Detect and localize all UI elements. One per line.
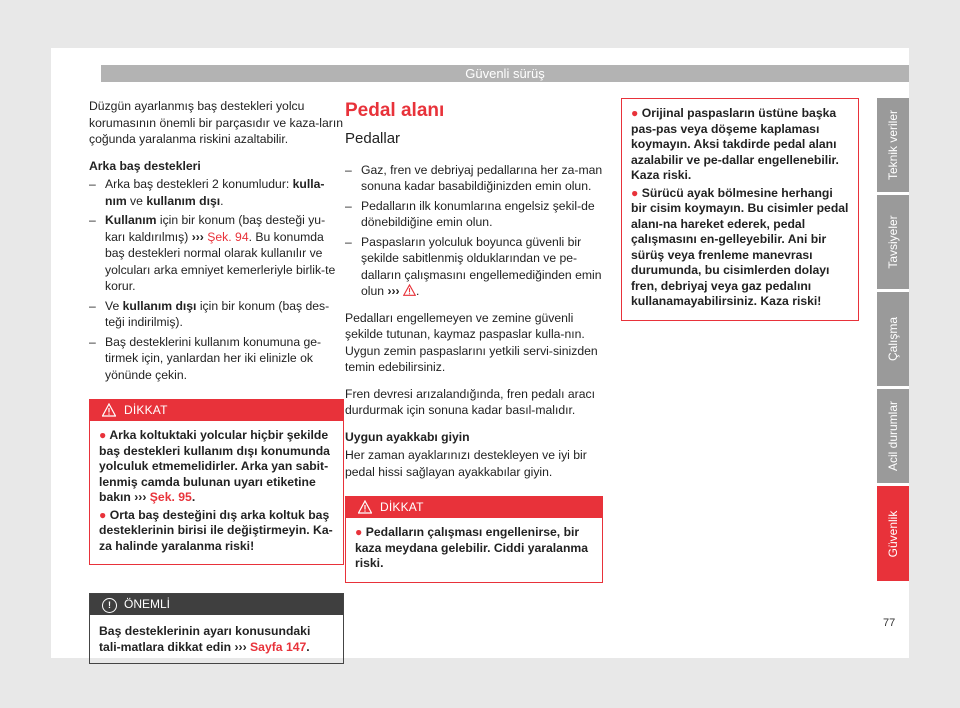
column-1: [89, 98, 344, 664]
notice-body: Baş desteklerinin ayarı konusundaki tali-matlara dikkat edin ››› Sayfa 147.: [99, 624, 311, 654]
warning-body: [90, 421, 343, 564]
list-item: – Ve kullanım dışı için bir konum (baş des-teği indirilmiş).: [89, 298, 344, 331]
section-subtitle: Pedallar: [345, 130, 401, 147]
warning-header: [346, 497, 602, 518]
tab-tavsiyeler[interactable]: Tavsiyeler: [877, 195, 909, 289]
pedal-list: [345, 162, 603, 300]
list-item: – Baş desteklerini kullanım konumuna ge-tirmek için, yanlardan her iki elinizle ok yönünde çekin.: [89, 334, 344, 384]
list-item: – Pedalların ilk konumlarına engelsiz şekil-de dönebildiğine emin olun.: [345, 198, 603, 231]
paragraph: Pedalları engellemeyen ve zemine güvenli şekilde tutunan, kaymaz paspaslar kulla-nın. Uygun zemin paspaslarını yetkili servi-sinizden temin edebilirsiniz.: [345, 310, 598, 374]
warning-box: [345, 496, 603, 583]
warning-icon: [358, 500, 372, 514]
section-heading: Arka baş destekleri: [89, 158, 201, 173]
list-item: – Kullanım için bir konum (baş desteği yu-karı kaldırılmış) ››› Şek. 94. Bu konumda baş destekleri normal olarak kullanılır ve yolcuları arka emniyet kemerleriyle birlik-te korur.: [89, 212, 344, 295]
figure-link[interactable]: Şek. 95: [149, 490, 192, 504]
tab-calisma[interactable]: Çalışma: [877, 292, 909, 386]
section-title: Pedal alanı: [345, 100, 445, 121]
page-header: Güvenli sürüş: [101, 65, 909, 82]
page-link[interactable]: Sayfa 147: [250, 639, 307, 654]
warning-title: DİKKAT: [380, 500, 424, 514]
warning-header: [90, 400, 343, 421]
warning-bullet: ● Pedalların çalışması engellenirse, bir kaza meydana gelebilir. Ciddi yaralanma riski.: [355, 525, 589, 570]
tab-acil-durumlar[interactable]: Acil durumlar: [877, 389, 909, 483]
warning-icon: [403, 284, 416, 296]
head-restraint-list: [89, 176, 344, 383]
info-icon: !: [102, 598, 117, 613]
warning-box-continued: [621, 98, 859, 321]
notice-header: [90, 594, 343, 615]
warning-body: [346, 518, 602, 582]
warning-bullet: ● Sürücü ayak bölmesine herhangi bir cisim koymayın. Bu cisimler pedal alanı-na hareket ederek, pedal çalışmasını en-gelleyebilir. Ani bir sürüş veya frenleme manevrası durumunda, bu cisimlerden dolayı fren, debriyaj veya gaz pedalını kullanamayabilirsiniz. Kaza riski!: [631, 185, 849, 308]
manual-page: [51, 48, 909, 658]
notice-box: [89, 593, 344, 664]
warning-bullet: ● Orta baş desteğini dış arka koltuk baş desteklerinin birisi ile değiştirmeyin. Ka-za halinde yaralanma riski!: [99, 507, 333, 553]
warning-title: DİKKAT: [124, 403, 168, 417]
tab-teknik-veriler[interactable]: Teknik veriler: [877, 98, 909, 192]
paragraph: Fren devresi arızalandığında, fren pedalı aracı durdurmak için sonuna kadar basıl-malıdır.: [345, 386, 595, 417]
warning-box: [89, 399, 344, 565]
list-item: – Arka baş destekleri 2 konumludur: kulla-nım ve kullanım dışı.: [89, 176, 344, 209]
column-2: [345, 98, 603, 583]
list-item: – Paspasların yolculuk boyunca güvenli bir şekilde sabitlenmiş olduklarından ve pe-dalların çalışmasını engellemediğinden emin olun ››› .: [345, 234, 603, 300]
notice-title: ÖNEMLİ: [124, 597, 171, 611]
tab-guvenlik[interactable]: Güvenlik: [877, 486, 909, 581]
warning-body: [622, 99, 858, 320]
intro-paragraph: Düzgün ayarlanmış baş destekleri yolcu korumasının önemli bir parçasıdır ve kaza-ların çoğunda yaralanma riskini azaltabilir.: [89, 99, 344, 146]
list-item: – Gaz, fren ve debriyaj pedallarına her za-man sonuna kadar basabildiğinizden emin olun.: [345, 162, 603, 195]
page-number: 77: [883, 617, 896, 629]
warning-bullet: ● Arka koltuktaki yolcular hiçbir şekilde baş destekleri kullanım dışı konumunda yolculuk etmemelidirler. Arka yan sabit-lenmiş camda bulunan uyarı etiketine bakın ››› Şek. 95.: [99, 428, 330, 504]
section-heading: Uygun ayakkabı giyin: [345, 429, 470, 444]
paragraph: Her zaman ayaklarınızı destekleyen ve iyi bir pedal hissi sağlayan ayakkabılar giyin.: [345, 448, 587, 479]
column-3: [621, 98, 859, 321]
figure-link[interactable]: Şek. 94: [207, 229, 249, 244]
warning-bullet: ● Orijinal paspasların üstüne başka pas-pas veya döşeme kaplaması koymayın. Aksi takdirde pedal alanı azalabilir ve pe-dallar engellenebilir. Kaza riski.: [631, 106, 839, 182]
chapter-tabs: [877, 98, 909, 584]
warning-icon: [102, 403, 116, 417]
